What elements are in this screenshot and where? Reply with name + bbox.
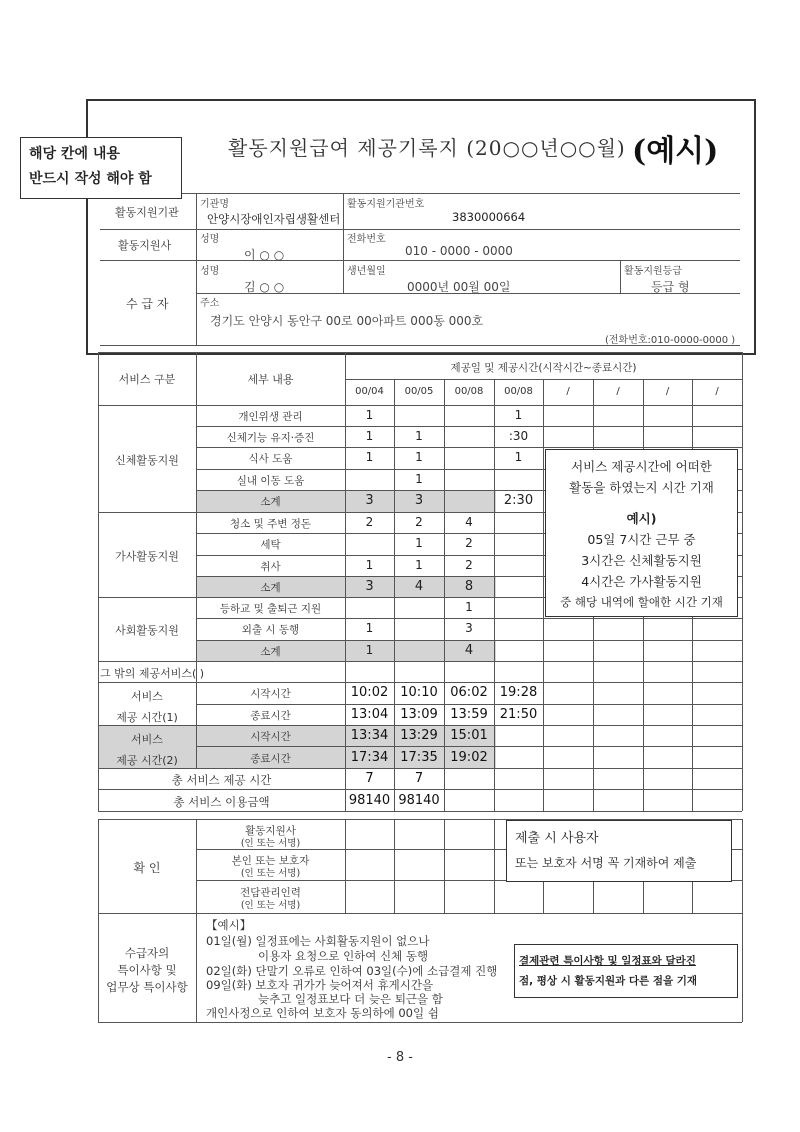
other-service: 그 밖의 제공서비스( ) xyxy=(100,667,205,680)
page-number: - 8 - xyxy=(387,1050,413,1065)
row-label: 외출 시 동행 xyxy=(241,624,300,636)
address-phone: (전화번호:010-0000-0000 ) xyxy=(605,335,736,346)
row-value: 1 xyxy=(365,450,374,464)
callout-line: 점, 평상 시 활동지원과 다른 점을 기재 xyxy=(519,975,698,987)
start-label-1: 시작시간 xyxy=(250,688,291,700)
service-time1-a: 서비스 xyxy=(131,690,163,703)
birth-label: 생년월일 xyxy=(347,266,386,277)
recipient-name-label: 성명 xyxy=(200,266,220,277)
remarks-label-1: 수급자의 xyxy=(124,946,170,960)
row-value: 1 xyxy=(415,536,423,550)
col-dates-header: 제공일 및 제공시간(시작시간~종료시간) xyxy=(450,362,637,374)
note-line-1: 해당 칸에 내용 xyxy=(29,146,120,162)
row-value: 1 xyxy=(365,558,374,572)
grade-label: 활동지원등급 xyxy=(624,266,682,277)
time1-start: 19:28 xyxy=(499,685,538,700)
confirm-assistant-sign: (인 또는 서명) xyxy=(240,838,301,849)
agency-name-label: 기관명 xyxy=(200,199,229,210)
row-value: 1 xyxy=(365,408,374,422)
confirm-assistant: 활동지원사 xyxy=(245,825,296,837)
row-value: 1 xyxy=(365,621,374,635)
row-value: 4 xyxy=(465,515,473,529)
end-label-1: 종료시간 xyxy=(250,710,291,722)
row-value: 2 xyxy=(465,558,473,572)
time2-end: 17:35 xyxy=(400,750,438,765)
col-detail: 세부 내용 xyxy=(247,373,294,386)
confirm-guardian-sign: (인 또는 서명) xyxy=(240,868,301,879)
row-value: 3 xyxy=(365,579,374,594)
service-time2-a: 서비스 xyxy=(131,733,163,746)
row-label: 소계 xyxy=(260,496,281,508)
time2-start: 15:01 xyxy=(450,728,488,743)
remarks-line: 02일(화) 단말기 오류로 인하여 03일(수)에 소급결제 진행 xyxy=(206,964,498,978)
row-value: 1 xyxy=(514,450,523,464)
agency-no-label: 활동지원기관번호 xyxy=(347,199,425,210)
callout-line: 예시) xyxy=(626,511,657,526)
callout-line: 중 해당 내역에 할애한 시간 기재 xyxy=(560,595,723,609)
time2-start: 13:34 xyxy=(350,728,389,743)
date-6: / xyxy=(616,386,620,397)
row-value: 3 xyxy=(365,493,374,508)
group-physical: 신체활동지원 xyxy=(115,454,179,467)
row-label: 소계 xyxy=(260,582,281,594)
row-label: 세탁 xyxy=(260,539,281,551)
time1-end: 13:04 xyxy=(350,707,389,722)
remarks-label-2: 특이사항 및 xyxy=(117,963,177,977)
recipient-label: 수 급 자 xyxy=(126,297,169,311)
phone: 010 - 0000 - 0000 xyxy=(405,244,513,258)
assistant-label: 활동지원사 xyxy=(118,239,172,252)
remarks-line: 늦추고 일정표보다 더 늦은 퇴근을 함 xyxy=(258,992,443,1006)
callout-signature xyxy=(506,820,732,882)
confirm-guardian: 본인 또는 보호자 xyxy=(231,855,310,867)
start-label-2: 시작시간 xyxy=(250,731,291,743)
row-value: 1 xyxy=(415,472,423,486)
group-social: 사회활동지원 xyxy=(115,624,179,637)
row-label: 식사 도움 xyxy=(248,453,293,465)
page-title: 활동지원급여 제공기록지 (20○○년○○월) xyxy=(228,136,626,160)
time1-end: 13:59 xyxy=(450,707,488,722)
callout-line: 05일 7시간 근무 중 xyxy=(587,532,696,547)
group-household: 가사활동지원 xyxy=(115,550,179,563)
row-value: 8 xyxy=(464,579,474,594)
total-time-label: 총 서비스 제공 시간 xyxy=(171,773,272,787)
row-value: 4 xyxy=(414,579,424,594)
total-amount-label: 총 서비스 이용금액 xyxy=(173,795,270,809)
row-value: 1 xyxy=(415,450,423,464)
total-time: 7 xyxy=(365,771,374,786)
remarks-line: 이용자 요청으로 인하여 신체 동행 xyxy=(258,949,429,963)
row-label: 청소 및 주변 정돈 xyxy=(229,518,311,530)
date-7: / xyxy=(665,386,670,397)
row-value: 3 xyxy=(414,493,424,508)
assistant-name: 이 ○ ○ xyxy=(244,248,285,262)
row-value: 2:30 xyxy=(503,493,534,508)
row-value: 2 xyxy=(415,515,423,529)
example-mark: (예시) xyxy=(632,134,719,169)
address: 경기도 안양시 동안구 00로 00아파트 000동 000호 xyxy=(210,314,484,328)
date-5: / xyxy=(566,386,570,397)
row-label: 신체기능 유지·증진 xyxy=(226,432,315,444)
callout-line: 제출 시 사용자 xyxy=(515,831,599,846)
row-value: 2 xyxy=(465,536,473,550)
date-8: / xyxy=(715,386,719,397)
agency-no: 3830000664 xyxy=(452,210,526,224)
time1-start: 10:02 xyxy=(350,685,389,700)
time1-start: 10:10 xyxy=(400,685,438,700)
date-2: 00/05 xyxy=(404,386,434,397)
callout-line: 4시간은 가사활동지원 xyxy=(581,574,702,589)
birth-date: 0000년 00월 00일 xyxy=(407,280,511,294)
grade-value: 등급 형 xyxy=(651,280,690,294)
row-value: 1 xyxy=(415,429,423,443)
callout-line: 3시간은 신체활동지원 xyxy=(581,553,702,568)
remarks-line: 개인사정으로 인하여 보호자 동의하에 00일 쉼 xyxy=(206,1006,439,1020)
confirm-manager: 전담관리인력 xyxy=(240,887,301,899)
date-4: 00/08 xyxy=(504,386,533,397)
time1-end: 13:09 xyxy=(400,707,438,722)
remarks-line: 09일(화) 보호자 귀가가 늦어져서 휴게시간을 xyxy=(206,978,434,992)
row-value: 1 xyxy=(365,429,374,443)
row-value: 1 xyxy=(465,600,473,614)
remarks-line: 【예시】 xyxy=(206,918,252,932)
service-time1-b: 제공 시간(1) xyxy=(116,711,178,724)
callout-line: 서비스 제공시간에 어떠한 xyxy=(571,459,712,474)
confirm-manager-sign: (인 또는 서명) xyxy=(240,900,301,911)
time2-end: 17:34 xyxy=(350,750,389,765)
callout-line: 활동을 하였는지 시간 기재 xyxy=(569,480,714,495)
row-label: 등하교 및 출퇴근 지원 xyxy=(219,603,322,615)
date-3: 00/08 xyxy=(454,386,484,397)
date-1: 00/04 xyxy=(355,386,384,397)
row-label: 실내 이동 도움 xyxy=(236,475,305,487)
instruction-note xyxy=(20,137,182,199)
address-label: 주소 xyxy=(200,298,220,309)
time1-end: 21:50 xyxy=(499,707,538,722)
callout-remarks xyxy=(514,944,738,998)
time1-start: 06:02 xyxy=(450,685,488,700)
service-time2-b: 제공 시간(2) xyxy=(116,754,178,767)
time2-start: 13:29 xyxy=(400,728,438,743)
note-line-2: 반드시 작성 해야 함 xyxy=(29,171,152,187)
row-label: 소계 xyxy=(260,646,281,658)
end-label-2: 종료시간 xyxy=(250,753,291,765)
col-service: 서비스 구분 xyxy=(118,373,176,386)
assistant-name-label: 성명 xyxy=(200,234,220,245)
row-label: 취사 xyxy=(260,561,281,573)
row-value: 1 xyxy=(415,558,423,572)
recipient-name: 김 ○ ○ xyxy=(244,280,285,294)
total-amount: 98140 xyxy=(348,793,391,808)
row-value: 3 xyxy=(465,621,473,635)
phone-label: 전화번호 xyxy=(347,234,386,245)
time2-end: 19:02 xyxy=(450,750,488,765)
agency-name: 안양시장애인자립생활센터 xyxy=(207,212,341,226)
callout-line: 결제관련 특이사항 및 일정표와 달라진 xyxy=(519,955,696,967)
agency-label: 활동지원기관 xyxy=(115,206,179,219)
row-label: 개인위생 관리 xyxy=(238,411,303,423)
row-value: 4 xyxy=(464,643,474,658)
row-value: :30 xyxy=(508,429,529,443)
row-value: 1 xyxy=(514,408,523,422)
callout-time-example xyxy=(545,449,738,617)
remarks-label-3: 업무상 특이사항 xyxy=(106,980,188,994)
total-amount: 98140 xyxy=(398,793,440,808)
row-value: 2 xyxy=(365,515,374,529)
row-value: 1 xyxy=(365,643,374,657)
total-time: 7 xyxy=(414,771,424,786)
confirm-label: 확 인 xyxy=(133,861,161,875)
callout-line: 또는 보호자 서명 꼭 기재하여 제출 xyxy=(515,856,697,870)
remarks-line: 01일(월) 일정표에는 사회활동지원이 없으나 xyxy=(206,934,430,948)
